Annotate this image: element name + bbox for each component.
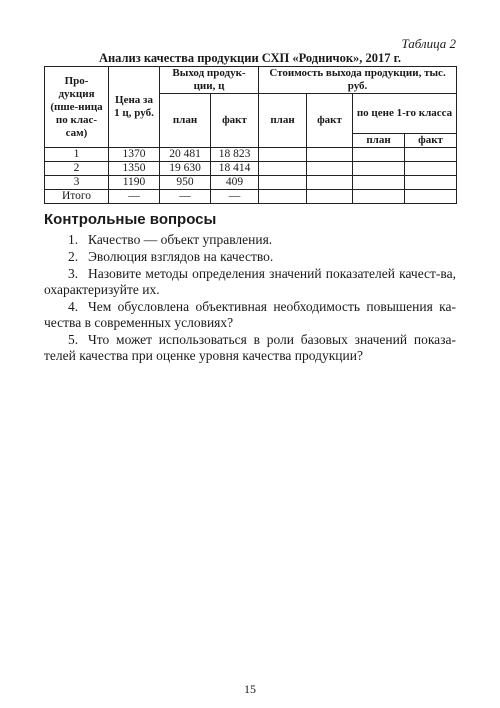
cell-product: 1 bbox=[45, 148, 109, 162]
cell-cost-fact bbox=[307, 176, 353, 190]
cell-price: 1370 bbox=[109, 148, 160, 162]
header-product: Про-дукция (пше-ница по клас-сам) bbox=[45, 67, 109, 148]
question-number: 5. bbox=[68, 332, 79, 347]
question-item bbox=[44, 232, 456, 248]
header-first-class: по цене 1-го класса bbox=[353, 94, 457, 134]
question-text: Назовите методы определения значений показателей качест-ва, охарактеризуйте их. bbox=[44, 266, 456, 297]
table-caption: Таблица 2 bbox=[401, 36, 456, 51]
table-title: Анализ качества продукции СХП «Родничок», 2017 г. bbox=[98, 51, 402, 65]
cell-output-fact: — bbox=[211, 190, 259, 204]
header-row bbox=[45, 67, 457, 94]
cell-output-plan: 20 481 bbox=[160, 148, 211, 162]
header-output: Выход продук-ции, ц bbox=[160, 67, 259, 94]
question-item bbox=[44, 249, 456, 265]
question-text: Что может использоваться в роли базовых значений показа-телей качества при оценке уровня качества продукции? bbox=[44, 332, 456, 363]
cell-cost-plan bbox=[259, 176, 307, 190]
cell-cost-fact bbox=[307, 190, 353, 204]
header-output-fact: факт bbox=[211, 94, 259, 148]
header-first-plan: план bbox=[353, 134, 405, 148]
header-first-fact: факт bbox=[405, 134, 457, 148]
cell-product: 2 bbox=[45, 162, 109, 176]
cell-output-plan: 19 630 bbox=[160, 162, 211, 176]
cell-first-plan bbox=[353, 148, 405, 162]
header-cost: Стоимость выхода продукции, тыс. руб. bbox=[259, 67, 457, 94]
cell-output-plan: 950 bbox=[160, 176, 211, 190]
cell-first-fact bbox=[405, 190, 457, 204]
header-output-plan: план bbox=[160, 94, 211, 148]
question-text: Чем обусловлена объективная необходимость повышения ка-чества в современных условиях? bbox=[44, 299, 456, 330]
page-number: 15 bbox=[244, 682, 256, 696]
cell-cost-fact bbox=[307, 162, 353, 176]
cell-output-fact: 18 414 bbox=[211, 162, 259, 176]
cell-product: 3 bbox=[45, 176, 109, 190]
question-number: 4. bbox=[68, 299, 79, 314]
cell-first-plan bbox=[353, 176, 405, 190]
cell-price: — bbox=[109, 190, 160, 204]
question-number: 1. bbox=[68, 232, 79, 247]
cell-price: 1190 bbox=[109, 176, 160, 190]
cell-first-plan bbox=[353, 190, 405, 204]
quality-analysis-table bbox=[44, 66, 457, 204]
question-text: Качество — объект управления. bbox=[88, 232, 273, 247]
table-row bbox=[45, 176, 457, 190]
cell-cost-plan bbox=[259, 162, 307, 176]
cell-first-fact bbox=[405, 162, 457, 176]
cell-output-fact: 18 823 bbox=[211, 148, 259, 162]
question-item bbox=[44, 332, 456, 364]
question-number: 2. bbox=[68, 249, 79, 264]
cell-cost-plan bbox=[259, 148, 307, 162]
cell-product: Итого bbox=[45, 190, 109, 204]
cell-price: 1350 bbox=[109, 162, 160, 176]
question-item bbox=[44, 266, 456, 298]
cell-output-plan: — bbox=[160, 190, 211, 204]
question-item bbox=[44, 299, 456, 331]
header-cost-fact: факт bbox=[307, 94, 353, 148]
question-number: 3. bbox=[68, 266, 79, 281]
cell-cost-fact bbox=[307, 148, 353, 162]
questions-list bbox=[44, 232, 456, 365]
section-heading: Контрольные вопросы bbox=[44, 211, 217, 228]
cell-output-fact: 409 bbox=[211, 176, 259, 190]
table-row bbox=[45, 162, 457, 176]
cell-first-plan bbox=[353, 162, 405, 176]
cell-cost-plan bbox=[259, 190, 307, 204]
question-text: Эволюция взглядов на качество. bbox=[88, 249, 274, 264]
cell-first-fact bbox=[405, 176, 457, 190]
table-row-total bbox=[45, 190, 457, 204]
cell-first-fact bbox=[405, 148, 457, 162]
header-price: Цена за 1 ц, руб. bbox=[109, 67, 160, 148]
header-cost-plan: план bbox=[259, 94, 307, 148]
table-row bbox=[45, 148, 457, 162]
